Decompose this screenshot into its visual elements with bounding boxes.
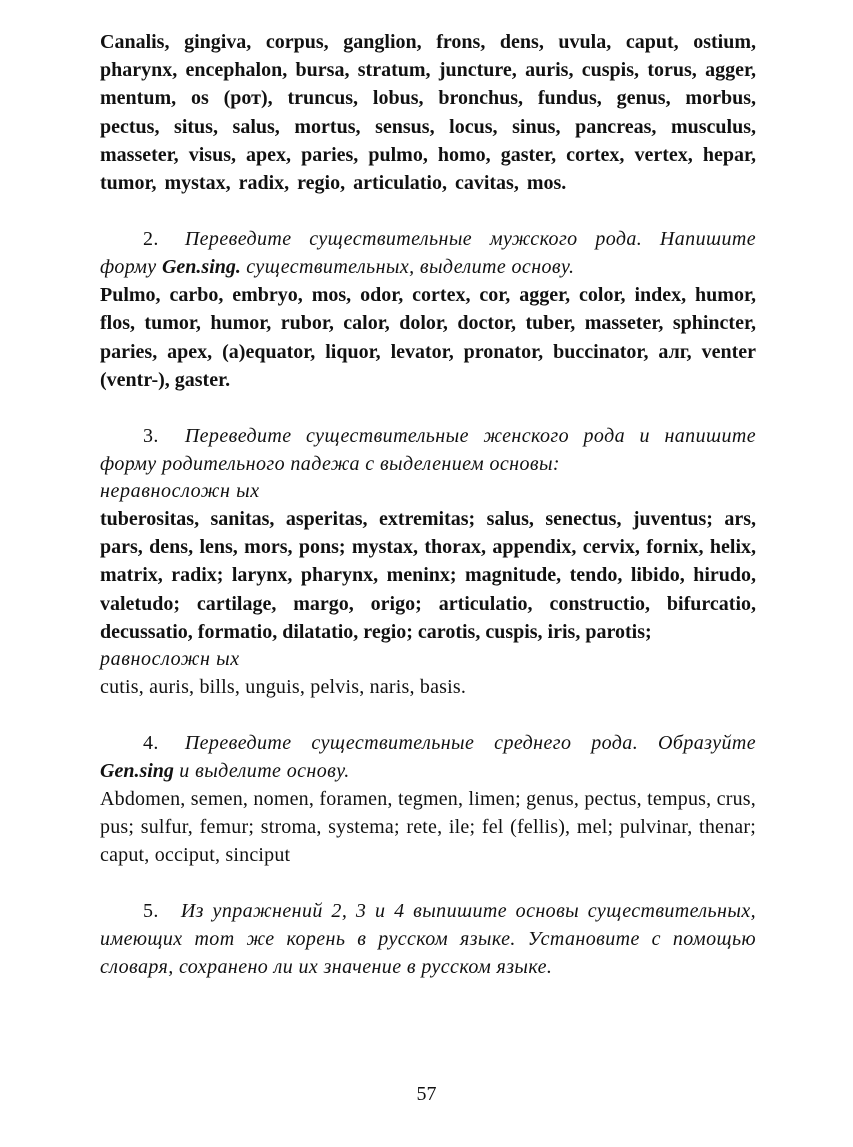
task-5-instruction — [100, 897, 756, 981]
task-2-text-after: существительных, выделите основу. — [240, 256, 575, 279]
page-number: 57 — [416, 1083, 437, 1105]
task-4-text-after: и выделите основу. — [173, 760, 350, 783]
task-3-number: 3. — [143, 425, 159, 448]
task-3-words-equal: cutis, auris, bills, unguis, pelvis, naris, basis. — [100, 676, 467, 699]
task-3-text: Переведите существительные женского рода и напишите форму родительного падежа с выделением основы: — [100, 425, 756, 476]
page-content — [100, 28, 756, 981]
task-2-bold-term: Gen.sing. — [161, 256, 241, 279]
task-3-instruction — [100, 422, 756, 478]
task-4-bold-term: Gen.sing — [100, 760, 174, 783]
task-4-words: Abdomen, semen, nomen, foramen, tegmen, limen; genus, pectus, tempus, crus, pus; sulfur, femur; stroma, systema; rete, ile; fel (fellis), mel; pulvinar, thenar; caput, occiput, sinciput — [100, 788, 756, 867]
task-4-text-before: Переведите существительные среднего рода. Образуйте — [184, 732, 756, 755]
word-list-block1: Canalis, gingiva, corpus, ganglion, frons, dens, uvula, caput, ostium, pharynx, encephalon, bursa, stratum, juncture, auris, cuspis, torus, agger, mentum, os (рот), truncus, lobus, bronchus, fundus, genus, morbus, pectus, situs, salus, mortus, sensus, locus, sinus, pancreas, musculus, masseter, visus, apex, paries, pulmo, homo, gaster, cortex, vertex, hepar, tumor, mystax, radix, regio, articulatio, cavitas, mos. — [100, 31, 756, 195]
task-2-number: 2. — [143, 228, 159, 251]
task-5-number: 5. — [143, 900, 159, 923]
task-5-text: Из упражнений 2, 3 и 4 выпишите основы существительных, имеющих тот же корень в русском языке. Установите с помощью словаря, сохранено ли их значение в русском языке. — [100, 900, 756, 979]
task-4-instruction — [100, 729, 756, 785]
task-4-number: 4. — [143, 732, 159, 755]
task-3-words-unequal: tuberositas, sanitas, asperitas, extremitas; salus, senectus, juventus; ars, pars, dens, lens, mors, pons; mystax, thorax, appendix, cervix, fornix, helix, matrix, radix; larynx, pharynx, meninx; magnitude, tendo, libido, hirudo, valetudo; cartilage, margo, origo; articulatio, constructio, bifurcatio, decussatio, formatio, dilatatio, regio; carotis, cuspis, iris, parotis; — [100, 508, 756, 643]
task-2-instruction — [100, 225, 756, 281]
task-3-label-equal: равносложн ых — [100, 648, 240, 671]
task-2-text-before: Переведите существительные мужского рода. Напишите форму — [100, 228, 756, 279]
task-2-words: Pulmo, carbo, embryo, mos, odor, cortex, cor, agger, color, index, humor, flos, tumor, humor, rubor, calor, dolor, doctor, tuber, masseter, sphincter, paries, apex, (a)equator, liquor, levator, pronator, buccinator, алг, venter (ventr-), gaster. — [100, 284, 756, 391]
task-3-label-unequal: неравносложн ых — [100, 480, 260, 503]
